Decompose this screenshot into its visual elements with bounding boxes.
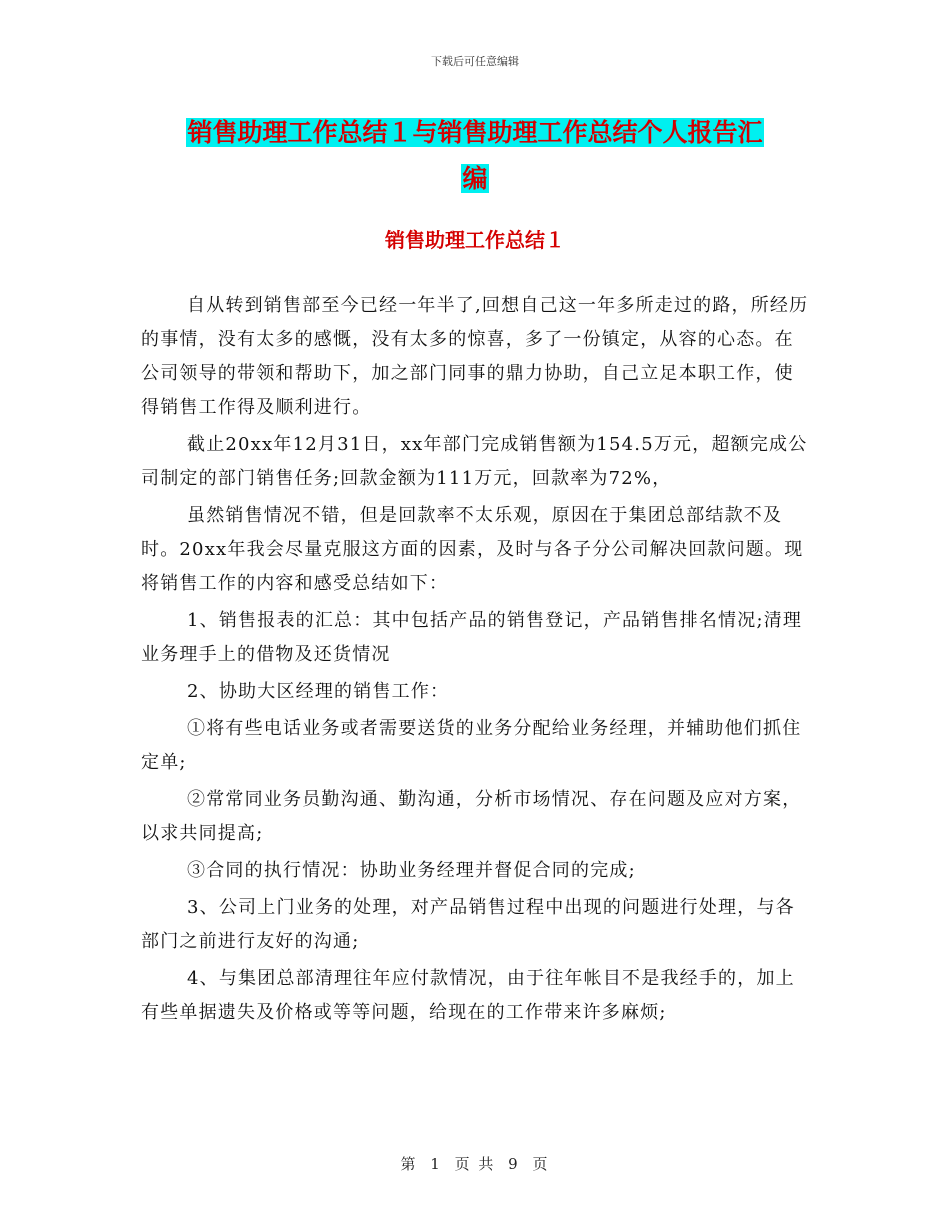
- paragraph-sales-figures: 截止20xx年12月31日，xx年部门完成销售额为154.5万元，超额完成公司制定的部门销售任务;回款金额为111万元，回款率为72%，: [141, 434, 808, 489]
- header-note: 下载后可任意编辑: [431, 55, 519, 68]
- footer-prefix: 第: [400, 1155, 418, 1173]
- paragraph-collection: 虽然销售情况不错，但是回款率不太乐观，原因在于集团总部结款不及时。20xx年我会尽量克服这方面的因素，及时与各子分公司解决回款问题。现将销售工作的内容和感受总结如下：: [141, 505, 804, 594]
- list-item-payables: 4、与集团总部清理往年应付款情况，由于往年帐目不是我经手的，加上有些单据遗失及价格或等等问题，给现在的工作带来许多麻烦;: [141, 968, 795, 1023]
- list-item-assist-manager: 2、协助大区经理的销售工作：: [187, 681, 450, 702]
- page-number: 1: [430, 1155, 442, 1173]
- document-title: [0, 110, 950, 202]
- document-title-line-2: 编: [462, 164, 488, 193]
- sub-item-1: ①将有些电话业务或者需要送货的业务分配给业务经理，并辅助他们抓住定单;: [141, 718, 802, 773]
- page-total: 9: [508, 1155, 520, 1173]
- document-body: [141, 289, 811, 1033]
- list-item-sales-report: 1、销售报表的汇总：其中包括产品的销售登记，产品销售排名情况;清理业务理手上的借物及还货情况: [141, 610, 803, 665]
- sub-item-2: ②常常同业务员勤沟通、勤沟通，分析市场情况、存在问题及应对方案，以求共同提高;: [141, 789, 802, 844]
- paragraph-intro: 自从转到销售部至今已经一年半了,回想自己这一年多所走过的路，所经历的事情，没有太多的感慨，没有太多的惊喜，多了一份镇定，从容的心态。在公司领导的带领和帮助下，加之部门同事的鼎力协助，自己立足本职工作，使得销售工作得及顺利进行。: [141, 295, 809, 418]
- list-item-onsite-business: 3、公司上门业务的处理，对产品销售过程中出现的问题进行处理，与各部门之前进行友好的沟通;: [141, 897, 795, 952]
- page-footer: [0, 1153, 950, 1174]
- document-title-line-1: 销售助理工作总结１与销售助理工作总结个人报告汇: [187, 118, 763, 147]
- sub-item-3: ③合同的执行情况：协助业务经理并督促合同的完成;: [187, 860, 636, 881]
- footer-suffix: 页: [532, 1155, 550, 1173]
- section-title: 销售助理工作总结１: [385, 228, 565, 252]
- footer-middle: 页 共: [454, 1155, 496, 1173]
